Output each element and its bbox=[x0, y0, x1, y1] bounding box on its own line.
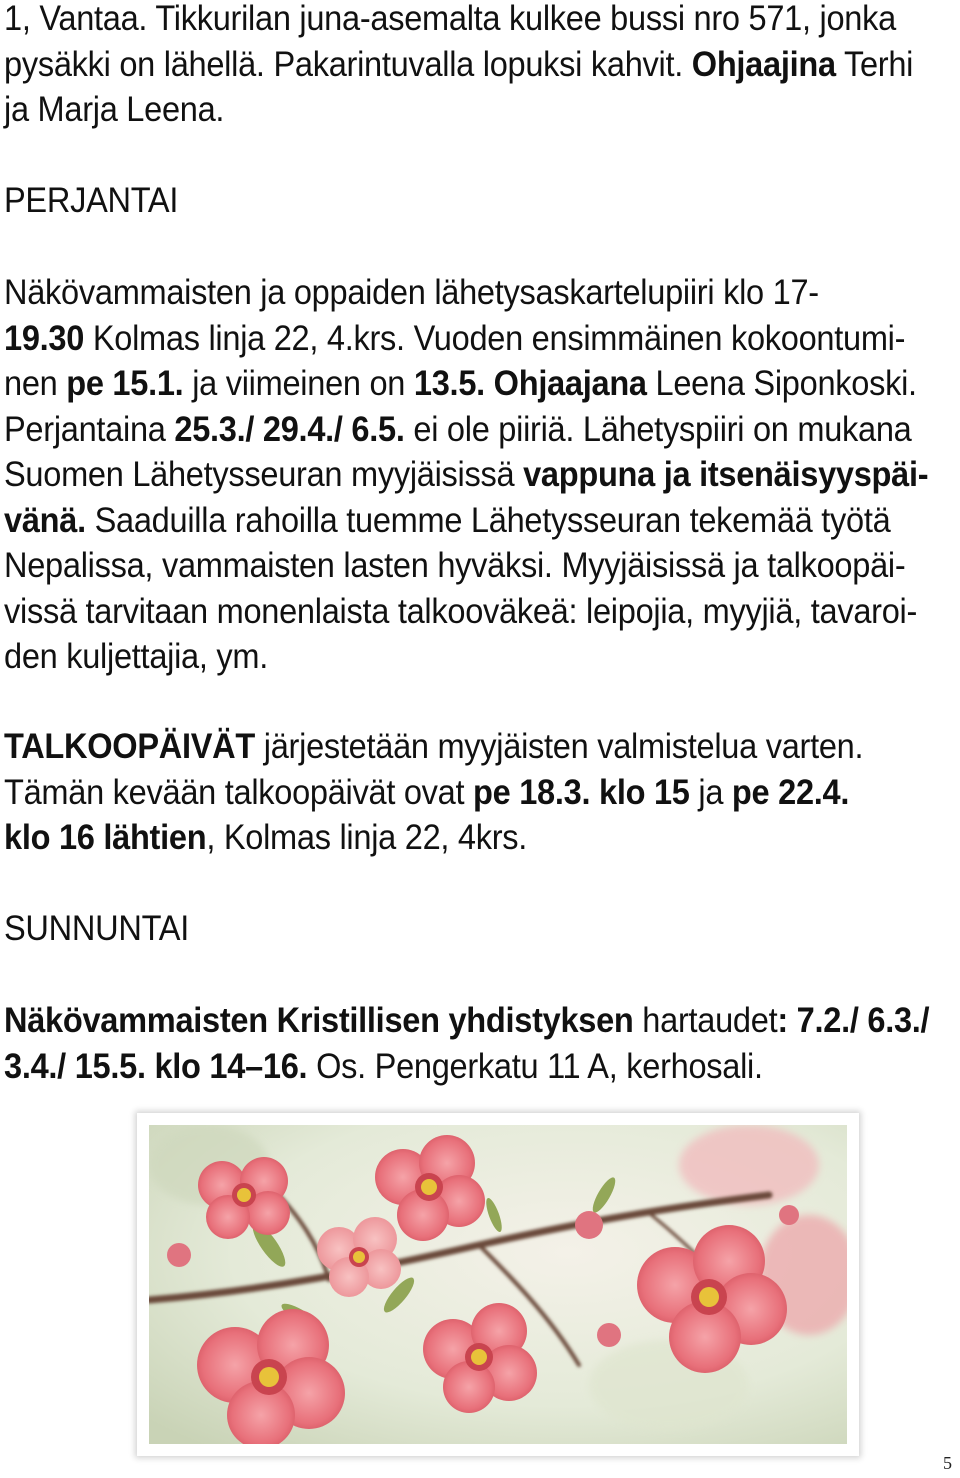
text-run: nen bbox=[4, 364, 67, 403]
text-line bbox=[4, 724, 888, 770]
talkoo-paragraph bbox=[4, 724, 888, 861]
bold-text-run: TALKOOPÄIVÄT bbox=[4, 727, 256, 766]
text-run: ja Marja Leena. bbox=[4, 90, 225, 129]
bold-text-run: 25.3./ 29.4./ 6.5. bbox=[174, 409, 405, 449]
text-line bbox=[4, 543, 906, 589]
section-heading: SUNNUNTAI bbox=[4, 909, 189, 948]
bold-text-run: klo 16 lähtien bbox=[4, 818, 207, 857]
text-line bbox=[4, 634, 888, 680]
text-line bbox=[4, 270, 888, 316]
text-run: Suomen Lähetysseuran myyjäisissä bbox=[4, 455, 524, 494]
bold-text-run: 13.5. Ohjaajana bbox=[413, 364, 647, 403]
text-line bbox=[4, 998, 930, 1044]
text-run: hartaudet bbox=[633, 1001, 778, 1040]
bold-text-run: Näkövammaisten Kristillisen yhdistyksen bbox=[4, 1001, 634, 1040]
text-run: Nepalissa, vammaisten lasten hyväksi. Myyjäisissä ja talkoopäi- bbox=[4, 546, 906, 585]
text-run: Tämän kevään talkoopäivät ovat bbox=[4, 772, 474, 812]
bold-text-run: pe 18.3. klo 15 bbox=[473, 772, 690, 812]
text-run: 1, Vantaa. Tikkurilan juna-asemalta kulkee bussi nro 571, jonka bbox=[4, 0, 896, 38]
text-run: Saaduilla rahoilla tuemme Lähetysseuran tekemää työtä bbox=[85, 500, 891, 540]
perjantai-paragraph bbox=[4, 270, 929, 680]
text-line bbox=[4, 589, 918, 635]
text-line bbox=[4, 770, 888, 816]
text-line bbox=[4, 316, 906, 362]
text-run: , Kolmas linja 22, 4krs. bbox=[206, 818, 528, 857]
quince-blossom-illustration bbox=[149, 1125, 847, 1444]
text-line bbox=[4, 0, 896, 42]
sunnuntai-heading bbox=[4, 906, 888, 952]
section-heading: PERJANTAI bbox=[4, 181, 179, 220]
text-run: den kuljettajia, ym. bbox=[4, 637, 269, 676]
text-run: ja viimeinen on bbox=[183, 364, 414, 403]
text-run: Os. Pengerkatu 11 A, kerhosali. bbox=[307, 1046, 763, 1086]
text-run: Perjantaina bbox=[4, 409, 175, 449]
text-run: Näkövammaisten ja oppaiden lähetysaskartelupiiri klo 17- bbox=[4, 273, 819, 312]
bold-text-run: vappuna ja itsenäisyyspäi- bbox=[523, 455, 929, 494]
text-run: ja bbox=[689, 772, 732, 812]
text-line bbox=[4, 452, 929, 498]
text-line bbox=[4, 498, 891, 544]
text-run: Leena Siponkoski. bbox=[646, 364, 917, 403]
text-run: ei ole piiriä. Lähetyspiiri on mukana bbox=[404, 409, 912, 449]
bold-text-run: 19.30 bbox=[4, 318, 85, 358]
text-run: Terhi bbox=[835, 44, 914, 84]
intro-paragraph bbox=[4, 0, 914, 133]
bold-text-run: Ohjaajina bbox=[691, 44, 836, 84]
bold-text-run: pe 22.4. bbox=[731, 772, 850, 812]
blossom-photo bbox=[149, 1125, 847, 1444]
text-run: vissä tarvitaan monenlaista talkooväkeä: leipojia, myyjiä, tavaroi- bbox=[4, 591, 918, 631]
sunnuntai-paragraph bbox=[4, 998, 930, 1089]
text-line bbox=[4, 87, 888, 133]
text-line bbox=[4, 815, 888, 861]
page-number: 5 bbox=[943, 1453, 952, 1473]
bold-text-run: : 7.2./ 6.3./ bbox=[777, 1001, 930, 1040]
perjantai-heading bbox=[4, 178, 888, 224]
text-run: järjestetään myyjäisten valmistelua varten. bbox=[255, 727, 864, 766]
photo-frame bbox=[137, 1113, 859, 1456]
text-line bbox=[4, 407, 912, 453]
bold-text-run: 3.4./ 15.5. klo 14–16. bbox=[4, 1046, 308, 1086]
text-line bbox=[4, 361, 917, 407]
text-run: Kolmas linja 22, 4.krs. Vuoden ensimmäinen kokoontumi- bbox=[84, 318, 906, 358]
text-line bbox=[4, 42, 914, 88]
bold-text-run: vänä. bbox=[4, 500, 86, 540]
text-line bbox=[4, 1044, 888, 1090]
bold-text-run: pe 15.1. bbox=[66, 364, 184, 403]
text-run: pysäkki on lähellä. Pakarintuvalla lopuksi kahvit. bbox=[4, 44, 692, 84]
